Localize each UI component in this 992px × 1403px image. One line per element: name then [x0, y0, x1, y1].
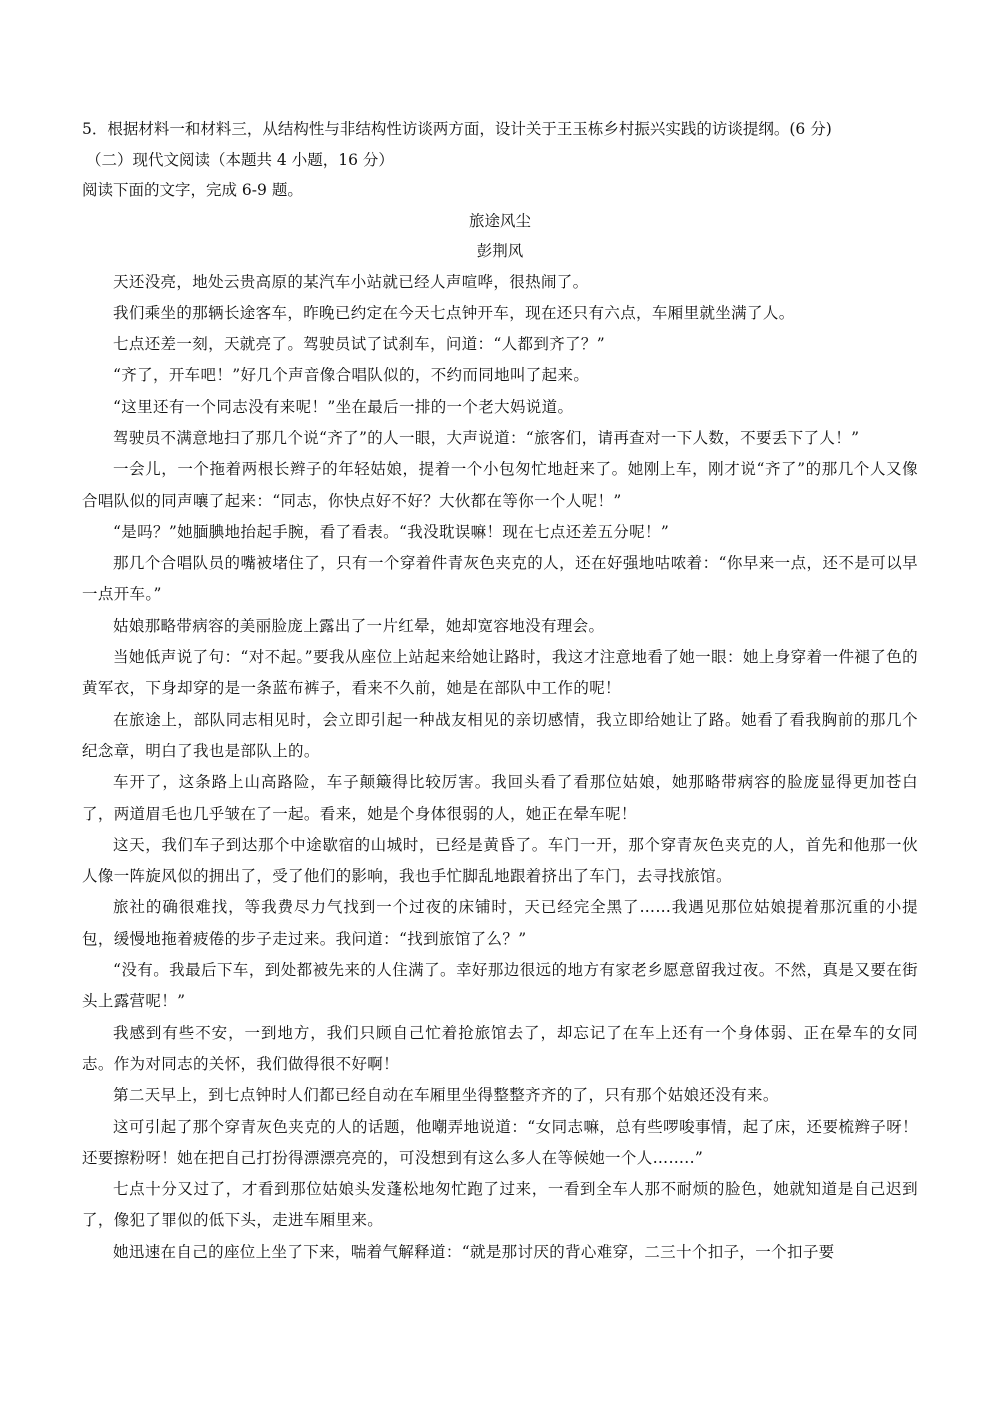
article-title: 旅途风尘	[468, 211, 531, 230]
article-author: 彭荆风	[476, 242, 524, 260]
paragraph: 那几个合唱队员的嘴被堵住了，只有一个穿着件青灰色夹克的人，还在好强地咕哝着：“你早来一点，还不是可以早一点开车。”	[82, 554, 918, 604]
paragraph: 我感到有些不安，一到地方，我们只顾自己忙着抢旅馆去了，却忘记了在车上还有一个身体弱、正在晕车的女同志。作为对同志的关怀，我们做得很不好啊！	[82, 1023, 918, 1073]
article-body	[82, 267, 918, 1269]
paragraph: 车开了，这条路上山高路险，车子颠簸得比较厉害。我回头看了看那位姑娘，她那略带病容的脸庞显得更加苍白了，两道眉毛也几乎皱在了一起。看来，她是个身体很弱的人，她正在晕车呢！	[82, 773, 918, 823]
paragraph: 七点还差一刻，天就亮了。驾驶员试了试刹车，问道：“人都到齐了？”	[113, 335, 606, 354]
paragraph: 一会儿，一个拖着两根长辫子的年轻姑娘，提着一个小包匆忙地赶来了。她刚上车，刚才说“齐了”的那几个人又像合唱队似的同声嚷了起来：“同志，你快点好不好？大伙都在等你一个人呢！”	[82, 460, 918, 510]
section-heading: （二）现代文阅读（本题共 4 小题，16 分）	[86, 150, 394, 169]
paragraph: 她迅速在自己的座位上坐了下来，喘着气解释道：“就是那讨厌的背心难穿，二三十个扣子，一个扣子要	[113, 1242, 835, 1261]
paragraph: “这里还有一个同志没有来呢！”坐在最后一排的一个老大妈说道。	[113, 397, 574, 416]
paragraph: “没有。我最后下车，到处都被先来的人住满了。幸好那边很远的地方有家老乡愿意留我过夜。不然，真是又要在街头上露营呢！”	[82, 961, 918, 1011]
paragraph: 我们乘坐的那辆长途客车，昨晚已约定在今天七点钟开车，现在还只有六点，车厢里就坐满了人。	[113, 303, 795, 322]
paragraph: 驾驶员不满意地扫了那几个说“齐了”的人一眼，大声说道：“旅客们，请再查对一下人数，不要丢下了人！”	[113, 428, 860, 447]
paragraph: 在旅途上，部队同志相见时，会立即引起一种战友相见的亲切感情，我立即给她让了路。她看了看我胸前的那几个纪念章，明白了我也是部队上的。	[82, 710, 918, 760]
paragraph: “是吗？”她腼腆地抬起手腕，看了看表。“我没耽误嘛！现在七点还差五分呢！”	[113, 522, 670, 541]
question-5: 5．根据材料一和材料三，从结构性与非结构性访谈两方面，设计关于王玉栋乡村振兴实践的访谈提纲。(6 分)	[82, 120, 832, 138]
paragraph: 旅社的确很难找，等我费尽力气找到一个过夜的床铺时，天已经完全黑了……我遇见那位姑娘提着那沉重的小提包，缓慢地拖着疲倦的步子走过来。我问道：“找到旅馆了么？”	[82, 898, 918, 948]
reading-instruction: 阅读下面的文字，完成 6-9 题。	[82, 181, 303, 199]
exam-page	[82, 114, 918, 1268]
paragraph: 当她低声说了句：“对不起。”要我从座位上站起来给她让路时，我这才注意地看了她一眼：她上身穿着一件褪了色的黄军衣，下身却穿的是一条蓝布裤子，看来不久前，她是在部队中工作的呢！	[82, 648, 918, 698]
paragraph: 天还没亮，地处云贵高原的某汽车小站就已经人声喧哗，很热闹了。	[113, 272, 589, 291]
paragraph: 这可引起了那个穿青灰色夹克的人的话题，他嘲弄地说道：“女同志嘛，总有些啰唆事情，起了床，还要梳辫子呀！还要擦粉呀！她在把自己打扮得漂漂亮亮的，可没想到有这么多人在等候她一个人……..”	[82, 1117, 918, 1167]
paragraph: 这天，我们车子到达那个中途歇宿的山城时，已经是黄昏了。车门一开，那个穿青灰色夹克的人，首先和他那一伙人像一阵旋风似的拥出了，受了他们的影响，我也手忙脚乱地跟着挤出了车门，去寻找旅馆。	[82, 835, 918, 886]
paragraph: “齐了，开车吧！”好几个声音像合唱队似的，不约而同地叫了起来。	[113, 366, 590, 385]
paragraph: 七点十分又过了，才看到那位姑娘头发蓬松地匆忙跑了过来，一看到全车人那不耐烦的脸色，她就知道是自己迟到了，像犯了罪似的低下头，走进车厢里来。	[82, 1180, 918, 1230]
paragraph: 姑娘那略带病容的美丽脸庞上露出了一片红晕，她却宽容地没有理会。	[113, 616, 605, 635]
paragraph: 第二天早上，到七点钟时人们都已经自动在车厢里坐得整整齐齐的了，只有那个姑娘还没有来。	[113, 1086, 779, 1105]
